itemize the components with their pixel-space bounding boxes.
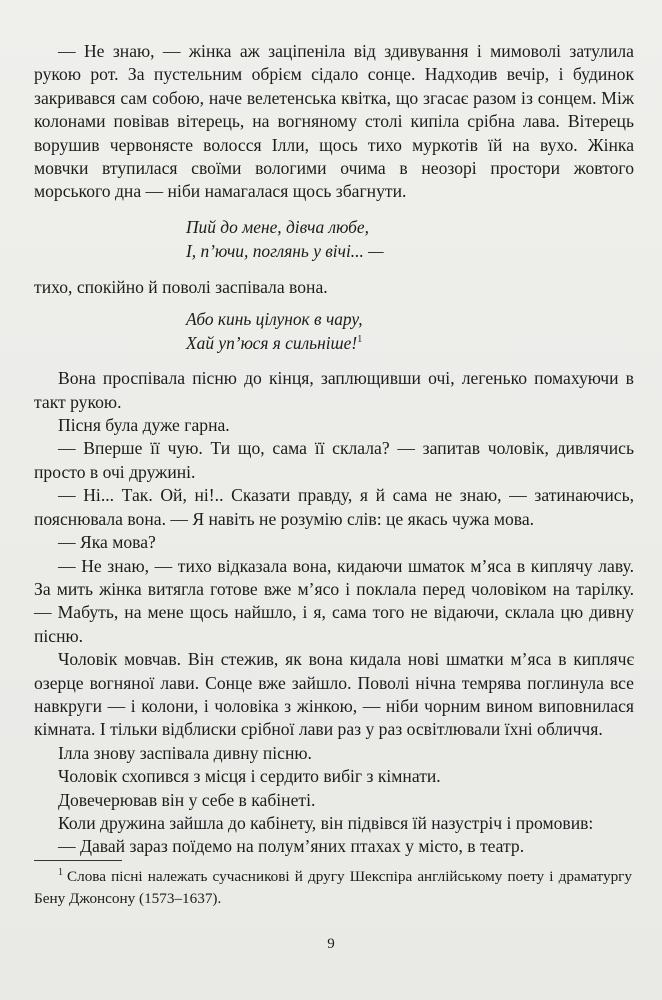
verse-line: Пий до мене, дівча любе, bbox=[186, 216, 369, 237]
verse-line bbox=[186, 331, 634, 355]
main-text bbox=[34, 40, 634, 859]
verse-block bbox=[186, 215, 634, 263]
paragraph: — Вперше її чую. Ти що, сама її склала? — запитав чоловік, дивлячись просто в очі дружині. bbox=[34, 438, 634, 482]
paragraph: — Яка мова? bbox=[58, 532, 156, 553]
footnote-mark: 1 bbox=[58, 866, 63, 878]
footnote-text: Слова пісні належать сучасникові й другу Шекспіра англійському поету і драматургу Бену Джонсону (1573–1637). bbox=[34, 868, 632, 907]
verse-block bbox=[186, 307, 634, 355]
paragraph: — Давай зараз поїдемо на полум’яних птахах у місто, в театр. bbox=[58, 836, 525, 857]
paragraph: — Ні... Так. Ой, ні!.. Сказати правду, я й сама не знаю, — затинаючись, пояснювала вона. — Я навіть не розумію слів: це якась чужа мова. bbox=[34, 485, 634, 529]
page-number: 9 bbox=[327, 936, 335, 952]
verse-line-text: Хай уп’юся я сильніше! bbox=[186, 333, 358, 354]
paragraph: Ілла знову заспівала дивну пісню. bbox=[58, 742, 312, 763]
verse-line: Або кинь цілунок в чару, bbox=[186, 309, 363, 330]
footnote-reference: 1 bbox=[357, 334, 363, 346]
footnote-divider bbox=[34, 860, 122, 861]
paragraph: Чоловік мовчав. Він стежив, як вона кидала нові шматки м’яса в киплячє озерце вогняної лави. Сонце вже зайшло. Поволі нічна темрява поглинула все навкруги — і колони, і чоловіка з жінкою, — ніби чорним вином виповнилася кімната. І тільки відблиски срібної лави раз у раз освітлювали їхні обличчя. bbox=[34, 649, 634, 740]
paragraph: Чоловік схопився з місця і сердито вибіг з кімнати. bbox=[58, 766, 441, 787]
paragraph: Пісня була дуже гарна. bbox=[58, 415, 230, 436]
paragraph: Коли дружина зайшла до кабінету, він підвівся їй назустріч і промовив: bbox=[58, 812, 594, 833]
paragraph: — Не знаю, — жінка аж заціпеніла від здивування і мимоволі затулила рукою рот. За пустельним обрієм сідало сонце. Надходив вечір, і будинок закривався сам собою, наче велетенська квітка, що згасає разом із сонцем. Між колонами повівав вітерець, на вогняному столі кипіла срібна лава. Вітерець ворушив червонясте волосся Ілли, щось тихо муркотів їй на вухо. Жінка мовчки втупилася своїми вологими очима в неозорі простори жовтого морського дна — ніби намагалася щось збагнути. bbox=[34, 41, 634, 202]
paragraph: — Не знаю, — тихо відказала вона, кидаючи шматок м’яса в киплячу лаву. За мить жінка витягла готове вже м’ясо і поклала перед чоловіком на тарілку. — Мабуть, на мене щось найшло, і я, сама того не відаючи, склала цю дивну пісню. bbox=[34, 555, 634, 646]
paragraph: Вона проспівала пісню до кінця, заплющивши очі, легенько помахуючи в такт рукою. bbox=[34, 368, 634, 412]
verse-line: І, п’ючи, поглянь у вічі... — bbox=[186, 240, 384, 261]
paragraph: Довечерював він у себе в кабінеті. bbox=[58, 789, 316, 810]
paragraph: тихо, спокійно й поволі заспівала вона. bbox=[34, 276, 328, 297]
footnote bbox=[34, 866, 632, 909]
